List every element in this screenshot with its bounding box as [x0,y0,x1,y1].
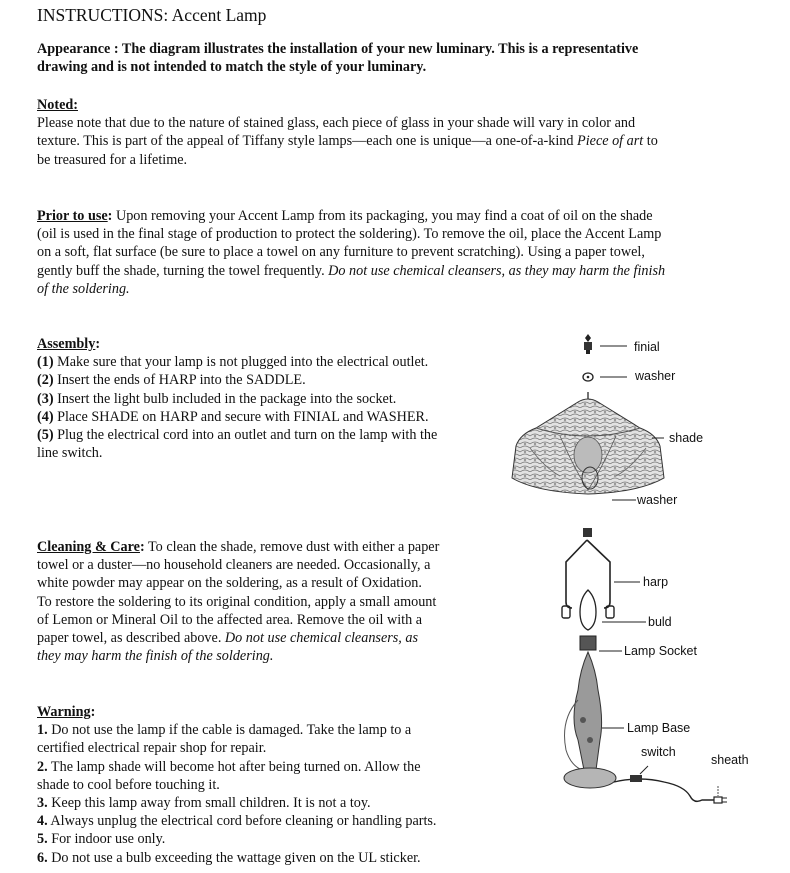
item-text: Do not use the lamp if the cable is damaged. Take the lamp to a [47,722,412,739]
washer-icon [583,373,627,381]
item-text: The lamp shade will become hot after being turned on. Allow the [47,758,421,775]
socket-icon [580,636,622,651]
cleaning-text-5: of Lemon or Mineral Oil to the affected area. Remove the oil with a [37,611,423,628]
step-number: (1) [37,354,54,371]
cord-icon [614,766,727,803]
cleaning-colon: : [139,539,145,555]
step-number: (3) [37,390,54,407]
lamp-base-icon [564,652,624,788]
step-text: Insert the light bulb included in the package into the socket. [53,390,397,407]
item-number: 2. [37,758,48,775]
step-number: (2) [37,372,54,389]
step-number: (5) [37,427,54,444]
noted-text-3: be treasured for a lifetime. [37,151,188,168]
label-base: Lamp Base [627,721,691,735]
cleaning-text-6-italic: Do not use chemical cleansers, as [224,630,418,647]
assembly-label: Assembly [37,336,96,352]
appearance-label: Appearance : [37,41,119,57]
appearance-text-2: drawing and is not intended to match the style of your luminary. [37,59,427,76]
warning-colon: : [90,704,96,720]
item-number: 4. [37,813,48,830]
prior-text-5: of the soldering. [37,280,130,297]
shade-icon [512,392,664,494]
prior-text-3: on a soft, flat surface (be sure to place a towel on any furniture to prevent scratching). Using a paper towel, [37,244,645,261]
appearance-text-1: The diagram illustrates the installation of your new luminary. This is a representative [118,41,639,57]
item-text: Do not use a bulb exceeding the wattage given on the UL sticker. [47,849,421,866]
prior-text-1: Upon removing your Accent Lamp from its packaging, you may find a coat of oil on the shade [112,208,653,224]
item-text: shade to cool before touching it. [37,776,220,793]
cleaning-text-1: To clean the shade, remove dust with either a paper [144,539,440,555]
label-finial: finial [634,340,660,354]
item-text: Keep this lamp away from small children. It is not a toy. [47,795,371,812]
prior-text-4: gently buff the shade, turning the towel frequently. [37,262,329,279]
assembly-colon: : [95,336,101,352]
prior-colon: : [107,208,113,224]
label-bulb: buld [648,615,672,629]
step-number: (4) [37,408,54,425]
item-number: 1. [37,722,48,739]
noted-text-1: Please note that due to the nature of stained glass, each piece of glass in your shade will vary in color and [37,115,636,132]
item-text: certified electrical repair shop for repair. [37,740,267,757]
bulb-icon [580,590,646,630]
item-number: 5. [37,831,48,848]
finial-icon [584,334,627,354]
warning-label: Warning [37,704,91,720]
step-text: Insert the ends of HARP into the SADDLE. [53,372,306,389]
step-text: Make sure that your lamp is not plugged into the electrical outlet. [53,354,429,371]
label-sheath: sheath [711,753,749,767]
cleaning-text-4: To restore the soldering to its original condition, apply a small amount [37,593,437,610]
prior-text-4-italic: Do not use chemical cleansers, as they may harm the finish [328,262,666,279]
label-washer-top: washer [635,369,676,383]
cleaning-text-7: they may harm the finish of the soldering. [37,648,274,665]
cleaning-label: Cleaning & Care [37,539,140,555]
step-text: Plug the electrical cord into an outlet and turn on the lamp with the [53,427,438,444]
noted-text-2-end: to [643,133,658,150]
label-socket: Lamp Socket [624,644,697,658]
cleaning-text-3: white powder may appear on the soldering, as a result of Oxidation. [37,575,422,592]
item-number: 3. [37,795,48,812]
item-text: Always unplug the electrical cord before cleaning or handling parts. [47,813,437,830]
step-text: Place SHADE on HARP and secure with FINIAL and WASHER. [53,408,429,425]
noted-text-2-italic: Piece of art [577,133,644,150]
item-text: For indoor use only. [47,831,166,848]
item-number: 6. [37,849,48,866]
prior-text-2: (oil is used in the final stage of production to protect the soldering). To remove the oil, place the Accent Lamp [37,226,662,243]
harp-icon [562,528,640,618]
noted-label: Noted: [37,97,78,113]
cleaning-text-6: paper towel, as described above. [37,630,225,647]
page-title: INSTRUCTIONS: Accent Lamp [37,5,267,25]
label-switch: switch [641,745,676,759]
cleaning-text-2: towel or a duster—no household cleaners are needed. Occasionally, a [37,557,431,574]
label-washer-bottom: washer [637,493,678,507]
noted-text-2: texture. This is part of the appeal of Tiffany style lamps—each one is unique—a one-of-a-kind [37,133,578,150]
assembly-step-5-cont: line switch. [37,445,103,462]
label-shade: shade [669,431,704,445]
prior-label: Prior to use [37,208,108,224]
label-harp: harp [643,575,669,589]
